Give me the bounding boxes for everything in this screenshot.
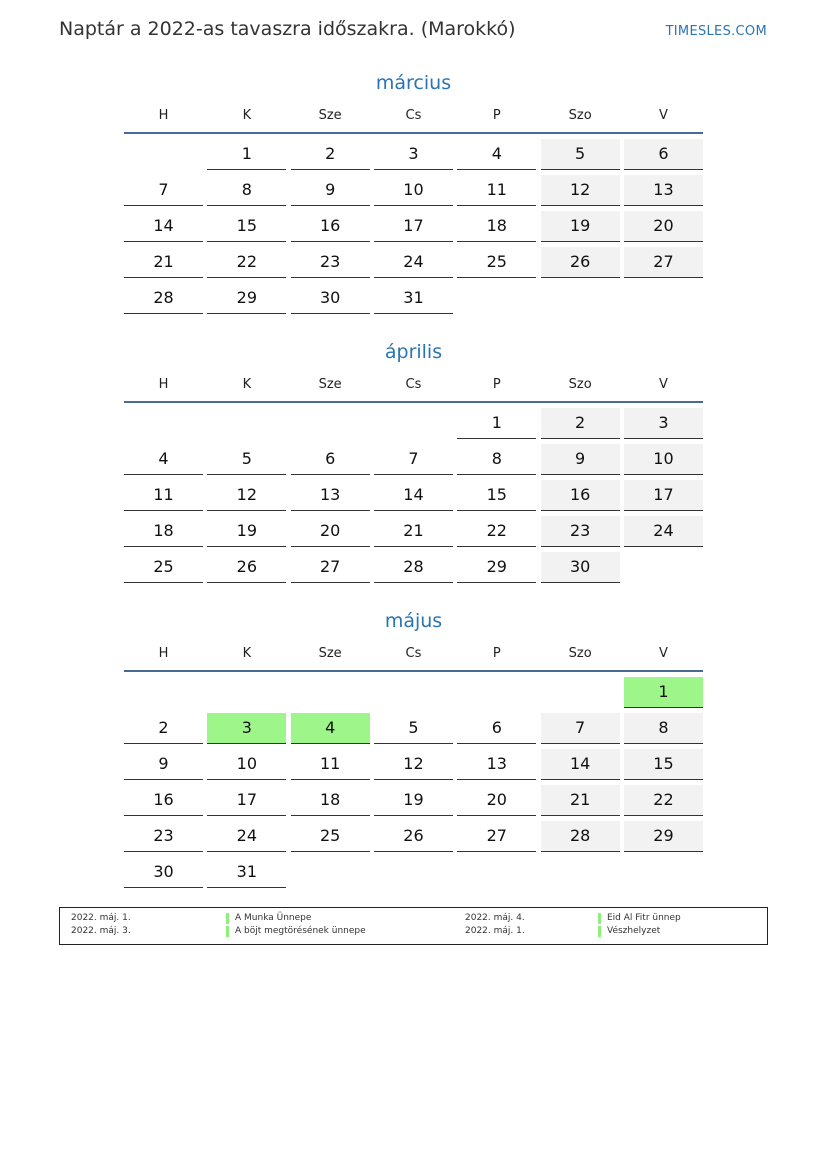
holiday-date: 2022. máj. 1. bbox=[465, 926, 525, 936]
holiday-name: Eid Al Fitr ünnep bbox=[598, 913, 681, 924]
day-cell: 15 bbox=[457, 480, 536, 511]
day-cell: 5 bbox=[207, 444, 286, 475]
week-row bbox=[124, 749, 703, 780]
weekday-label: H bbox=[158, 108, 169, 123]
day-cell: 9 bbox=[124, 749, 203, 780]
day-cell: 6 bbox=[457, 713, 536, 744]
day-cell: 18 bbox=[124, 516, 203, 547]
month-title: május bbox=[384, 610, 443, 632]
day-cell-empty bbox=[374, 408, 453, 439]
holiday-name: A Munka Ünnepe bbox=[226, 913, 311, 924]
day-cell: 24 bbox=[207, 821, 286, 852]
day-cell: 23 bbox=[291, 247, 370, 278]
day-cell-holiday: 1 bbox=[624, 677, 703, 708]
day-cell: 15 bbox=[207, 211, 286, 242]
day-cell: 17 bbox=[374, 211, 453, 242]
day-cell: 24 bbox=[374, 247, 453, 278]
day-cell-weekend: 2 bbox=[541, 408, 620, 439]
day-cell: 10 bbox=[207, 749, 286, 780]
day-cell: 16 bbox=[124, 785, 203, 816]
day-cell: 20 bbox=[291, 516, 370, 547]
holiday-date: 2022. máj. 1. bbox=[71, 913, 131, 923]
day-cell-weekend: 12 bbox=[541, 175, 620, 206]
day-cell: 11 bbox=[457, 175, 536, 206]
day-cell-empty bbox=[624, 283, 703, 314]
day-cell: 30 bbox=[124, 857, 203, 888]
day-cell-empty bbox=[541, 857, 620, 888]
weekday-label: Sze bbox=[318, 108, 342, 123]
day-cell: 18 bbox=[457, 211, 536, 242]
day-cell: 25 bbox=[457, 247, 536, 278]
day-cell: 27 bbox=[291, 552, 370, 583]
week-row bbox=[124, 713, 703, 744]
day-cell: 8 bbox=[457, 444, 536, 475]
day-cell-empty bbox=[124, 677, 203, 708]
weekday-label: Szo bbox=[568, 646, 592, 661]
day-cell: 29 bbox=[207, 283, 286, 314]
weekday-label: Szo bbox=[568, 108, 592, 123]
day-cell: 10 bbox=[374, 175, 453, 206]
day-grid bbox=[124, 139, 703, 314]
day-cell-weekend: 21 bbox=[541, 785, 620, 816]
header-rule bbox=[124, 132, 703, 134]
day-cell-empty bbox=[291, 408, 370, 439]
day-cell: 16 bbox=[291, 211, 370, 242]
day-cell-weekend: 28 bbox=[541, 821, 620, 852]
day-cell-empty bbox=[374, 857, 453, 888]
day-cell: 19 bbox=[374, 785, 453, 816]
weekday-label: P bbox=[492, 377, 501, 392]
day-cell: 14 bbox=[124, 211, 203, 242]
day-cell-weekend: 23 bbox=[541, 516, 620, 547]
day-cell: 23 bbox=[124, 821, 203, 852]
day-cell-empty bbox=[124, 139, 203, 170]
day-cell: 29 bbox=[457, 552, 536, 583]
day-cell: 3 bbox=[374, 139, 453, 170]
day-cell: 31 bbox=[374, 283, 453, 314]
weekday-header bbox=[124, 108, 703, 128]
day-cell: 14 bbox=[374, 480, 453, 511]
day-cell-weekend: 30 bbox=[541, 552, 620, 583]
weekday-label: V bbox=[659, 108, 668, 123]
week-row bbox=[124, 516, 703, 547]
day-cell-weekend: 26 bbox=[541, 247, 620, 278]
day-cell: 25 bbox=[291, 821, 370, 852]
day-cell: 12 bbox=[207, 480, 286, 511]
week-row bbox=[124, 283, 703, 314]
day-cell-weekend: 27 bbox=[624, 247, 703, 278]
weekday-label: P bbox=[492, 108, 501, 123]
day-cell-empty bbox=[541, 677, 620, 708]
day-cell-empty bbox=[207, 677, 286, 708]
week-row bbox=[124, 552, 703, 583]
day-cell: 21 bbox=[374, 516, 453, 547]
day-cell: 1 bbox=[457, 408, 536, 439]
month-title: április bbox=[384, 341, 443, 363]
day-cell: 8 bbox=[207, 175, 286, 206]
day-cell: 19 bbox=[207, 516, 286, 547]
day-cell-weekend: 22 bbox=[624, 785, 703, 816]
day-cell: 4 bbox=[124, 444, 203, 475]
day-cell: 18 bbox=[291, 785, 370, 816]
day-cell-weekend: 15 bbox=[624, 749, 703, 780]
day-cell: 2 bbox=[124, 713, 203, 744]
day-cell-weekend: 20 bbox=[624, 211, 703, 242]
week-row bbox=[124, 785, 703, 816]
brand-link[interactable]: TIMESLES.COM bbox=[665, 24, 767, 39]
weekday-label: H bbox=[158, 646, 169, 661]
weekday-label: K bbox=[242, 646, 252, 661]
month-april bbox=[124, 339, 703, 588]
day-cell: 21 bbox=[124, 247, 203, 278]
day-cell-empty bbox=[457, 857, 536, 888]
holiday-date: 2022. máj. 4. bbox=[465, 913, 525, 923]
month-march bbox=[124, 70, 703, 319]
week-row bbox=[124, 408, 703, 439]
day-cell-empty bbox=[624, 552, 703, 583]
weekday-header bbox=[124, 646, 703, 666]
weekday-label: V bbox=[659, 377, 668, 392]
day-cell-empty bbox=[457, 677, 536, 708]
weekday-label: H bbox=[158, 377, 169, 392]
weekday-label: Cs bbox=[405, 377, 422, 392]
week-row bbox=[124, 480, 703, 511]
week-row bbox=[124, 247, 703, 278]
holiday-legend bbox=[59, 907, 768, 945]
day-cell: 26 bbox=[374, 821, 453, 852]
legend-row bbox=[60, 926, 767, 938]
day-cell: 7 bbox=[374, 444, 453, 475]
day-cell-weekend: 24 bbox=[624, 516, 703, 547]
weekday-label: Cs bbox=[405, 646, 422, 661]
day-cell-holiday: 4 bbox=[291, 713, 370, 744]
legend-row bbox=[60, 913, 767, 925]
page-title: Naptár a 2022-as tavaszra időszakra. (Marokkó) bbox=[59, 18, 516, 40]
week-row bbox=[124, 139, 703, 170]
day-cell-empty bbox=[457, 283, 536, 314]
weekday-label: P bbox=[492, 646, 501, 661]
day-cell-empty bbox=[291, 857, 370, 888]
day-cell: 13 bbox=[291, 480, 370, 511]
weekday-label: K bbox=[242, 377, 252, 392]
day-cell-weekend: 10 bbox=[624, 444, 703, 475]
day-cell-empty bbox=[291, 677, 370, 708]
day-cell-weekend: 17 bbox=[624, 480, 703, 511]
day-cell: 7 bbox=[124, 175, 203, 206]
weekday-label: K bbox=[242, 108, 252, 123]
day-cell: 6 bbox=[291, 444, 370, 475]
day-cell: 22 bbox=[207, 247, 286, 278]
day-cell-weekend: 3 bbox=[624, 408, 703, 439]
day-cell-weekend: 13 bbox=[624, 175, 703, 206]
day-cell-weekend: 16 bbox=[541, 480, 620, 511]
day-cell: 4 bbox=[457, 139, 536, 170]
day-cell-weekend: 14 bbox=[541, 749, 620, 780]
day-cell: 20 bbox=[457, 785, 536, 816]
weekday-header bbox=[124, 377, 703, 397]
day-cell: 2 bbox=[291, 139, 370, 170]
header-rule bbox=[124, 670, 703, 672]
day-grid bbox=[124, 677, 703, 888]
day-cell-weekend: 6 bbox=[624, 139, 703, 170]
week-row bbox=[124, 444, 703, 475]
day-cell-weekend: 9 bbox=[541, 444, 620, 475]
day-cell: 9 bbox=[291, 175, 370, 206]
day-cell-weekend: 8 bbox=[624, 713, 703, 744]
day-cell-weekend: 19 bbox=[541, 211, 620, 242]
day-cell-weekend: 7 bbox=[541, 713, 620, 744]
day-cell: 31 bbox=[207, 857, 286, 888]
week-row bbox=[124, 211, 703, 242]
day-cell: 1 bbox=[207, 139, 286, 170]
day-cell-empty bbox=[207, 408, 286, 439]
day-cell: 30 bbox=[291, 283, 370, 314]
day-cell-weekend: 5 bbox=[541, 139, 620, 170]
day-cell: 26 bbox=[207, 552, 286, 583]
month-may bbox=[124, 608, 703, 893]
day-cell-empty bbox=[624, 857, 703, 888]
week-row bbox=[124, 857, 703, 888]
week-row bbox=[124, 821, 703, 852]
day-grid bbox=[124, 408, 703, 583]
week-row bbox=[124, 175, 703, 206]
weekday-label: Sze bbox=[318, 377, 342, 392]
day-cell: 11 bbox=[124, 480, 203, 511]
day-cell: 11 bbox=[291, 749, 370, 780]
holiday-date: 2022. máj. 3. bbox=[71, 926, 131, 936]
day-cell: 5 bbox=[374, 713, 453, 744]
day-cell: 12 bbox=[374, 749, 453, 780]
day-cell-empty bbox=[124, 408, 203, 439]
day-cell: 27 bbox=[457, 821, 536, 852]
day-cell-empty bbox=[374, 677, 453, 708]
day-cell: 28 bbox=[124, 283, 203, 314]
day-cell: 17 bbox=[207, 785, 286, 816]
day-cell-weekend: 29 bbox=[624, 821, 703, 852]
day-cell: 13 bbox=[457, 749, 536, 780]
day-cell: 22 bbox=[457, 516, 536, 547]
day-cell: 25 bbox=[124, 552, 203, 583]
weekday-label: Szo bbox=[568, 377, 592, 392]
weekday-label: Cs bbox=[405, 108, 422, 123]
day-cell-holiday: 3 bbox=[207, 713, 286, 744]
weekday-label: V bbox=[659, 646, 668, 661]
header-rule bbox=[124, 401, 703, 403]
weekday-label: Sze bbox=[318, 646, 342, 661]
day-cell: 28 bbox=[374, 552, 453, 583]
holiday-name: Vészhelyzet bbox=[598, 926, 660, 937]
month-title: március bbox=[375, 72, 452, 94]
holiday-name: A böjt megtörésének ünnepe bbox=[226, 926, 366, 937]
week-row bbox=[124, 677, 703, 708]
day-cell-empty bbox=[541, 283, 620, 314]
